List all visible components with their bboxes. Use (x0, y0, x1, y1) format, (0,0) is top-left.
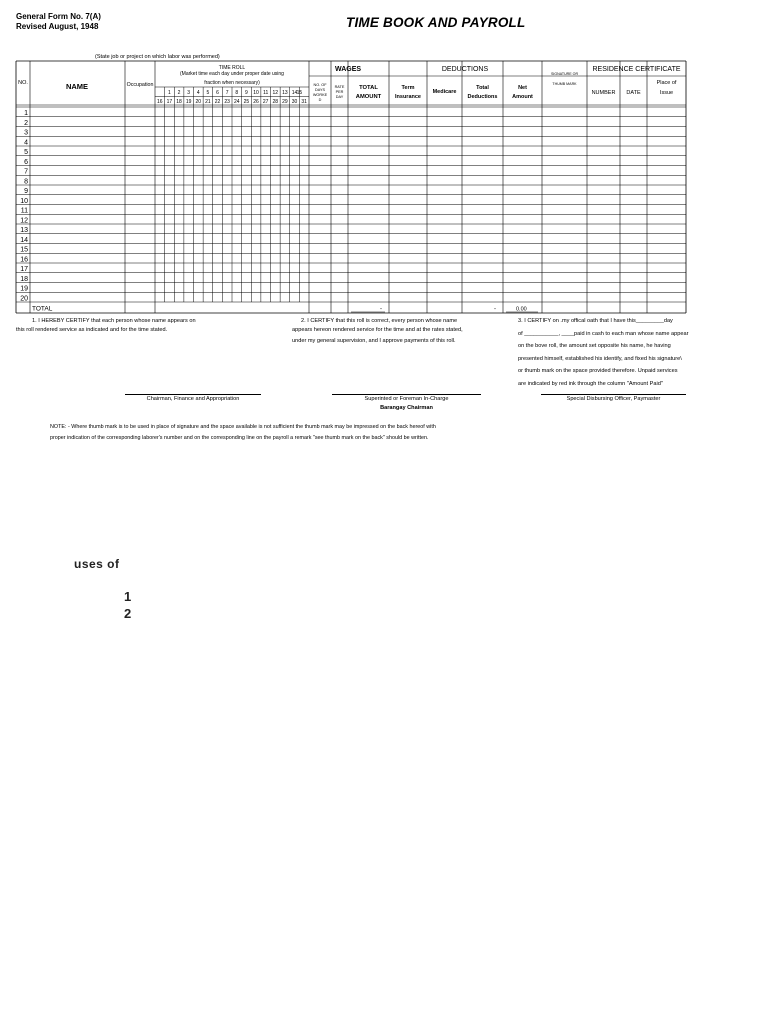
row-number: 20 (20, 295, 28, 303)
table-grid (16, 61, 686, 313)
net-total-value: 0.00 (516, 306, 527, 313)
project-note: (State job or project on which labor was performed) (95, 54, 220, 60)
day-label: 3 (187, 90, 191, 96)
row-number: 18 (20, 275, 28, 283)
col-place-of-issue: Place of (656, 80, 677, 86)
note-line-1: NOTE: - Where thumb mark is to be used in place of signature and the space available is not sufficient the thumb mark may be impressed on the back hereof with (50, 424, 436, 430)
col-no: NO. (18, 80, 28, 86)
col-date: DATE (626, 90, 641, 96)
signature-label-barangay-chairman: Barangay Chairman (380, 405, 433, 411)
certification-2-line-1: 2. I CERTIFY that this roll is correct, every person whose name (301, 318, 458, 324)
signature-line-chairman[interactable] (125, 394, 261, 395)
wages-group-header: WAGES (334, 66, 362, 73)
signature-label-disbursing-officer: Special Disbursing Officer, Paymaster (566, 396, 661, 402)
day-label: 16 (157, 99, 163, 105)
day-label: 4 (196, 90, 200, 96)
time-roll-note: fraction when necessary) (204, 80, 260, 86)
text-fragment-uses-of: uses of (74, 557, 120, 571)
day-label: 23 (224, 99, 230, 105)
col-signature: SIGNATURE OR (550, 72, 579, 76)
row-number: 16 (20, 256, 28, 264)
certification-3-line: 3. I CERTIFY on .my offical oath that I have this_________day (518, 318, 673, 324)
text-fragment-2: 2 (124, 606, 132, 621)
total-deductions-value: - (494, 306, 496, 313)
col-thumb-mark: THUMB MARK (552, 82, 577, 86)
day-label: 18 (176, 99, 182, 105)
row-number: 1 (24, 110, 28, 117)
row-number: 15 (20, 246, 28, 254)
day-label: 26 (253, 99, 259, 105)
time-roll-note: (Market time each day under proper date using (180, 71, 284, 77)
form-number: General Form No. 7(A) (16, 12, 101, 21)
total-label: TOTAL (32, 305, 53, 313)
form-revision: Revised August, 1948 (16, 22, 99, 31)
day-label: 10 (253, 90, 259, 96)
col-days-worked: WORKE (312, 93, 328, 97)
col-medicare: Medicare (432, 89, 457, 95)
day-label: 17 (166, 99, 173, 105)
day-label: 6 (216, 90, 219, 96)
certification-3-line: on the bove roll, the amount set opposite his name, he having (518, 343, 671, 350)
certification-3-line: or thumb mark on the space provided therefore. Unpaid services (518, 368, 678, 375)
day-label: 9 (245, 90, 248, 96)
row-number: 13 (20, 227, 28, 234)
time-roll-title: TIME ROLL (218, 65, 246, 71)
certification-3-line: presented himself, established his identify, and fixed his signature\ (518, 355, 682, 362)
col-occupation: Occupation (126, 82, 154, 88)
certification-3-line: are indicated by red ink through the column "Amount Paid" (518, 380, 663, 387)
day-label: 28 (272, 99, 279, 105)
col-place-of-issue: Issue (659, 90, 674, 96)
row-number: 12 (20, 217, 28, 225)
col-number: NUMBER (591, 90, 616, 96)
col-term-insurance: Insurance (395, 94, 421, 100)
col-total-deductions: Deductions (467, 94, 498, 100)
signature-line-foreman[interactable] (332, 394, 481, 395)
col-rate-per-day: DAY (335, 95, 344, 99)
table-labels (18, 65, 681, 313)
row-number: 8 (24, 178, 28, 186)
row-number: 4 (24, 139, 28, 147)
day-label: 14 (291, 90, 298, 96)
day-label: 13 (282, 90, 288, 96)
signature-label-chairman: Chairman, Finance and Appropriation (146, 396, 240, 402)
day-label: 31 (301, 99, 307, 105)
row-number: 10 (20, 197, 28, 205)
day-label: 22 (214, 99, 221, 105)
day-label: 19 (185, 99, 192, 105)
day-label: 30 (291, 99, 298, 105)
day-label: 29 (282, 99, 288, 105)
row-number: 11 (20, 207, 28, 215)
day-label: 25 (243, 99, 250, 105)
col-term-insurance: Term (401, 85, 415, 91)
row-number: 19 (20, 285, 28, 293)
text-fragment-1: 1 (124, 589, 132, 604)
day-label: 20 (195, 99, 202, 105)
col-name: NAME (65, 82, 89, 91)
day-label: 2 (177, 90, 181, 96)
day-label: 7 (225, 90, 229, 96)
deductions-group-header: DEDUCTIONS (441, 66, 489, 73)
row-number: 14 (20, 236, 28, 244)
certification-1-line-2: this roll rendered service as indicated and for the time stated. (16, 327, 168, 333)
col-days-worked: NO. OF (313, 83, 327, 87)
col-net-amount: Amount (512, 94, 533, 100)
day-label: 24 (234, 99, 240, 105)
col-net-amount: Net (518, 85, 527, 91)
day-label: 21 (205, 99, 211, 105)
col-days-worked: D (318, 98, 322, 102)
residence-certificate-header: RESIDENCE CERTIFICATE (592, 66, 681, 73)
thumb-mark-note (50, 422, 436, 444)
col-total-amount: AMOUNT (355, 94, 382, 100)
certification-1-line-1: 1. I HEREBY CERTIFY that each person whose name appears on (32, 318, 196, 324)
day-label: 1 (168, 90, 171, 96)
total-amount-value: - (380, 306, 382, 313)
col-days-worked: DAYS (314, 88, 326, 92)
day-label: 5 (206, 90, 210, 96)
day-label: 15 (296, 90, 303, 96)
page-title: TIME BOOK AND PAYROLL (346, 15, 526, 30)
day-label: 12 (272, 90, 279, 96)
row-number: 2 (24, 119, 28, 127)
row-number: 17 (20, 266, 28, 273)
row-number: 7 (24, 168, 28, 176)
col-total-amount: TOTAL (359, 85, 378, 91)
certification-2-line-2: appears hereon rendered service for the time and at the rates stated, (292, 327, 463, 333)
certification-3 (518, 315, 718, 391)
row-number: 3 (24, 129, 28, 137)
day-label: 11 (263, 90, 269, 96)
day-label: 27 (262, 99, 269, 105)
col-rate-per-day: PER (335, 90, 344, 94)
col-total-deductions: Total (476, 85, 489, 91)
signature-label-foreman: Superinted or Foreman In-Charge (364, 396, 449, 402)
note-line-2: proper indication of the corresponding laborer's number and on the corresponding line on the payroll a remark "see thumb mark on the back" should be written. (50, 435, 429, 441)
row-number: 9 (24, 188, 28, 195)
row-number: 6 (24, 158, 28, 166)
signature-line-disbursing-officer[interactable] (541, 394, 686, 395)
payroll-table (0, 0, 768, 320)
certification-3-line: of ___________, ____paid in cash to each man whose name appear (518, 330, 689, 337)
day-label: 8 (235, 90, 239, 96)
col-rate-per-day: RATE (334, 85, 345, 89)
row-number: 5 (24, 149, 28, 156)
certification-2-line-3: under my general supervision, and I approve payments of this roll. (292, 338, 456, 344)
